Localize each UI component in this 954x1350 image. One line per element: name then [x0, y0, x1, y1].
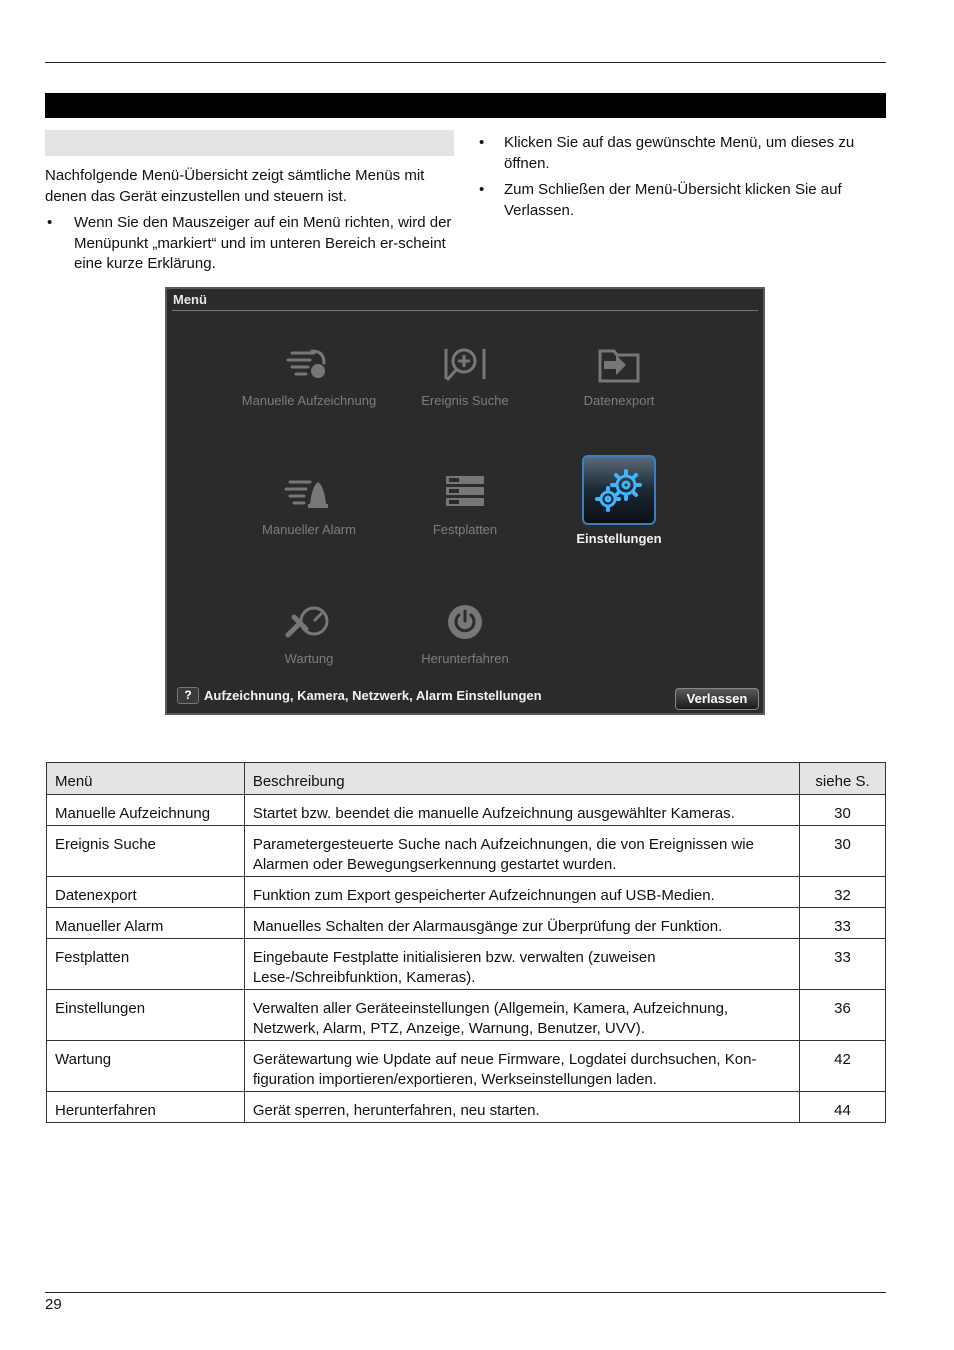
table-row: [47, 795, 886, 826]
cell-desc: Gerät sperren, herunterfahren, neu starten.: [244, 1092, 799, 1123]
page-number: 29: [45, 1296, 62, 1313]
bullet-dot: •: [47, 214, 53, 231]
manual-alarm-icon: [284, 472, 334, 516]
exit-button[interactable]: Verlassen: [675, 688, 759, 710]
cell-page: 30: [800, 795, 886, 826]
cell-desc: Funktion zum Export gespeicherter Aufzeichnungen auf USB-Medien.: [244, 877, 799, 908]
table-row: [47, 1041, 886, 1092]
menu-item-label: Einstellungen: [576, 531, 662, 546]
cell-desc: Gerätewartung wie Update auf neue Firmware, Logdatei durchsuchen, Kon-figuration importieren/exportieren, Werkseinstellungen laden.: [244, 1041, 799, 1092]
cell-page: 33: [800, 939, 886, 990]
subsection-heading-bar: [45, 130, 454, 156]
cell-menu: Herunterfahren: [47, 1092, 245, 1123]
data-export-icon: [594, 343, 644, 387]
cell-desc: Manuelles Schalten der Alarmausgänge zur Überprüfung der Funktion.: [244, 908, 799, 939]
header-page: siehe S.: [800, 763, 886, 795]
menu-item-herunterfahren[interactable]: [385, 601, 545, 666]
cell-page: 33: [800, 908, 886, 939]
table-row: [47, 1092, 886, 1123]
menu-item-manueller-alarm[interactable]: [229, 472, 389, 537]
menu-item-label: Festplatten: [432, 522, 498, 537]
header-menu: Menü: [47, 763, 245, 795]
menu-table: [46, 762, 886, 1123]
cell-page: 30: [800, 826, 886, 877]
dvr-title-rule: [172, 310, 758, 311]
cell-menu: Festplatten: [47, 939, 245, 990]
footer-rule: [45, 1292, 886, 1293]
bullet-text: Klicken Sie auf das gewünschte Menü, um dieses zu öffnen.: [504, 134, 855, 172]
menu-item-einstellungen[interactable]: [539, 455, 699, 546]
menu-item-festplatten[interactable]: [385, 472, 545, 537]
cell-page: 44: [800, 1092, 886, 1123]
cell-page: 32: [800, 877, 886, 908]
section-heading-bar: [45, 93, 886, 118]
header-rule: [45, 62, 886, 63]
table-row: [47, 990, 886, 1041]
cell-menu: Datenexport: [47, 877, 245, 908]
table-row: [47, 908, 886, 939]
manual-record-icon: [284, 343, 334, 387]
cell-menu: Manuelle Aufzeichnung: [47, 795, 245, 826]
menu-item-label: Ereignis Suche: [421, 393, 509, 408]
bullet-text: Zum Schließen der Menü-Übersicht klicken Sie auf Verlassen.: [504, 181, 842, 219]
cell-desc: Verwalten aller Geräteeinstellungen (Allgemein, Kamera, Aufzeichnung, Netzwerk, Alarm, PTZ, Anzeige, Warnung, Benutzer, UVV).: [244, 990, 799, 1041]
cell-menu: Wartung: [47, 1041, 245, 1092]
cell-menu: Ereignis Suche: [47, 826, 245, 877]
table-row: [47, 826, 886, 877]
power-icon: [440, 601, 490, 645]
menu-item-wartung[interactable]: [229, 601, 389, 666]
cell-desc: Startet bzw. beendet die manuelle Aufzeichnung ausgewählter Kameras.: [244, 795, 799, 826]
table-row: [47, 939, 886, 990]
cell-page: 42: [800, 1041, 886, 1092]
bullet-dot: •: [479, 134, 485, 151]
maintenance-icon: [284, 601, 334, 645]
menu-item-label: Manuelle Aufzeichnung: [241, 393, 377, 408]
cell-desc: Eingebaute Festplatte initialisieren bzw. verwalten (zuweisen Lese-/Schreibfunktion, Kameras).: [244, 939, 799, 990]
menu-item-label: Manueller Alarm: [262, 522, 356, 537]
menu-item-label: Herunterfahren: [421, 651, 509, 666]
menu-item-label: Datenexport: [583, 393, 655, 408]
help-icon: ?: [177, 687, 199, 704]
help-text: Aufzeichnung, Kamera, Netzwerk, Alarm Einstellungen: [204, 688, 542, 703]
menu-item-label: Wartung: [284, 651, 334, 666]
table-row: [47, 877, 886, 908]
menu-item-manuelle-aufzeichnung[interactable]: [229, 343, 389, 408]
menu-item-datenexport[interactable]: [539, 343, 699, 408]
menu-item-ereignis-suche[interactable]: [385, 343, 545, 408]
header-beschreibung: Beschreibung: [244, 763, 799, 795]
cell-menu: Einstellungen: [47, 990, 245, 1041]
bullet-text: Wenn Sie den Mauszeiger auf ein Menü richten, wird der Menüpunkt „markiert“ und im unteren Bereich er-scheint eine kurze Erklärung.: [74, 214, 452, 272]
dvr-menu-window: [165, 287, 765, 715]
cell-menu: Manueller Alarm: [47, 908, 245, 939]
hard-disk-icon: [440, 472, 490, 516]
cell-desc: Parametergesteuerte Suche nach Aufzeichnungen, die von Ereignissen wie Alarmen oder Bewegungserkennung gestartet wurden.: [244, 826, 799, 877]
help-bar: [177, 687, 542, 704]
settings-gear-icon: [590, 465, 648, 515]
event-search-icon: [440, 343, 490, 387]
bullet-dot: •: [479, 181, 485, 198]
selected-highlight: [582, 455, 656, 525]
intro-paragraph: Nachfolgende Menü-Übersicht zeigt sämtliche Menüs mit denen das Gerät einzustellen und steuern ist.: [45, 167, 425, 205]
cell-page: 36: [800, 990, 886, 1041]
dvr-menu-title: Menü: [173, 292, 207, 307]
